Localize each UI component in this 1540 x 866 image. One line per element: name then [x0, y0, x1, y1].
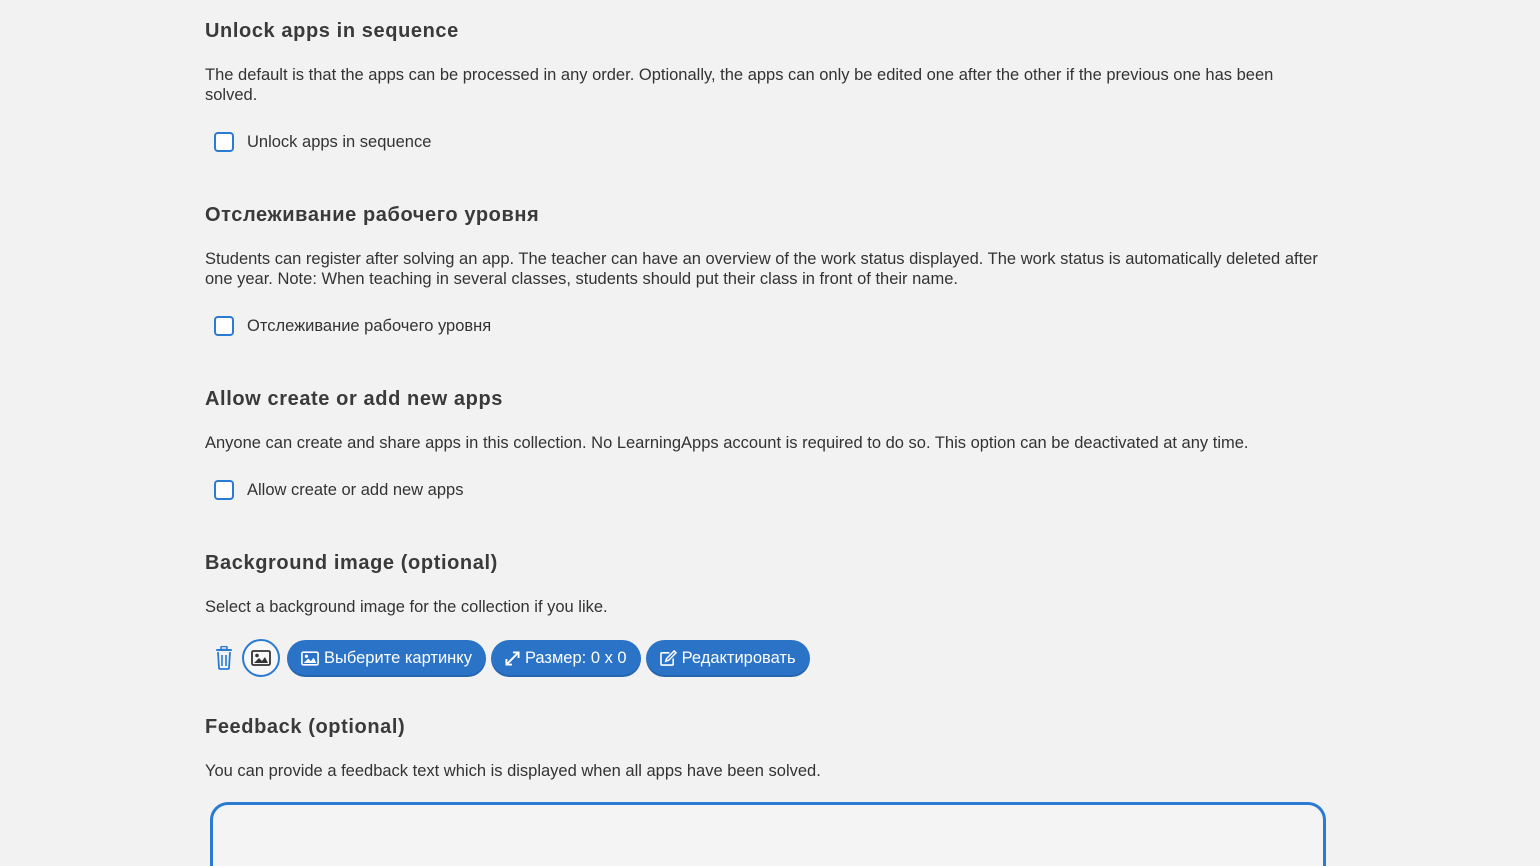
tracking-checkbox[interactable] [214, 316, 234, 336]
image-icon [251, 650, 271, 666]
tracking-checkbox-row[interactable] [214, 316, 491, 336]
background-section-description: Select a background image for the collection if you like. [205, 598, 608, 616]
image-size-label: Размер: 0 x 0 [524, 648, 627, 667]
edit-image-button[interactable] [646, 640, 810, 677]
tracking-checkbox-label[interactable]: Отслеживание рабочего уровня [247, 316, 492, 335]
unlock-checkbox-label[interactable]: Unlock apps in sequence [247, 132, 432, 151]
unlock-checkbox[interactable] [214, 132, 234, 152]
trash-icon[interactable] [211, 639, 237, 677]
tracking-section-title: Отслеживание рабочего уровня [205, 204, 540, 226]
allow-create-section-title: Allow create or add new apps [205, 388, 503, 410]
unlock-section-title: Unlock apps in sequence [205, 20, 459, 42]
image-size-button[interactable] [491, 640, 641, 677]
allow-create-checkbox[interactable] [214, 480, 234, 500]
unlock-section-description: The default is that the apps can be processed in any order. Optionally, the apps can only be edited one after the other if the previous one has been solved. [205, 66, 1274, 104]
image-preview-button[interactable] [242, 639, 280, 677]
feedback-textarea[interactable] [210, 802, 1326, 866]
choose-image-label: Выберите картинку [324, 648, 472, 667]
background-section-title: Background image (optional) [205, 552, 498, 574]
allow-create-section-description: Anyone can create and share apps in this collection. No LearningApps account is required to do so. This option can be deactivated at any time. [205, 434, 1249, 452]
allow-create-checkbox-label[interactable]: Allow create or add new apps [247, 480, 464, 499]
resize-icon [505, 651, 520, 666]
choose-image-button[interactable] [287, 640, 486, 677]
feedback-section-title: Feedback (optional) [205, 716, 406, 738]
image-icon [301, 651, 319, 666]
background-image-toolbar [211, 639, 815, 677]
allow-create-checkbox-row[interactable] [214, 480, 463, 500]
edit-icon [660, 650, 677, 666]
feedback-section-description: You can provide a feedback text which is displayed when all apps have been solved. [205, 762, 821, 780]
tracking-section-description: Students can register after solving an app. The teacher can have an overview of the work status displayed. The work status is automatically deleted after one year. Note: When teaching in several classes, students should put their class in front of their name. [205, 250, 1318, 288]
edit-image-label: Редактировать [681, 648, 796, 667]
unlock-checkbox-row[interactable] [214, 132, 431, 152]
